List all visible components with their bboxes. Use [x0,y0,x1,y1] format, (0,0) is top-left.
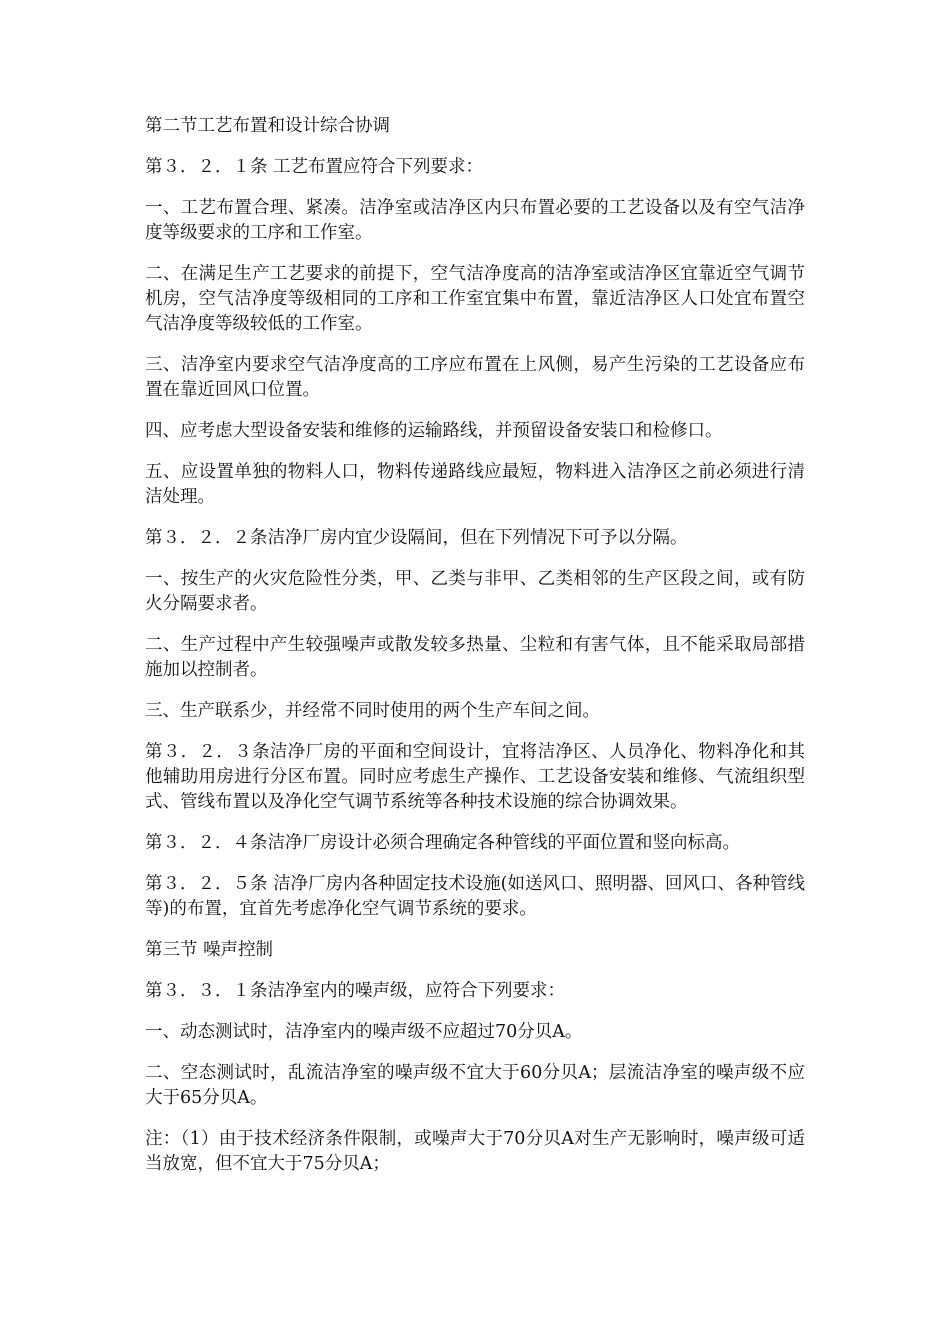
list-item-1: 一、工艺布置合理、紧凑。洁净室或洁净区内只布置必要的工艺设备以及有空气洁净度等级要求的工序和工作室。 [145,198,805,243]
document-body [145,114,805,1193]
list-item-1: 一、动态测试时，洁净室内的噪声级不应超过70分贝A。 [145,1022,583,1042]
article-3-2-4: 第３．２．４条洁净厂房设计必须合理确定各种管线的平面位置和竖向标高。 [145,833,740,853]
list-item-2: 二、在满足生产工艺要求的前提下，空气洁净度高的洁净室或洁净区宜靠近空气调节机房，空气洁净度等级相同的工序和工作室宜集中布置，靠近洁净区人口处宜布置空气洁净度等级较低的工作室。 [145,264,805,334]
list-item-4: 四、应考虑大型设备安装和维修的运输路线，并预留设备安装口和检修口。 [145,421,723,441]
list-item-3: 三、洁净室内要求空气洁净度高的工序应布置在上风侧，易产生污染的工艺设备应布置在靠近回风口位置。 [145,355,805,400]
note-paragraph: 注：（1）由于技术经济条件限制，或噪声大于70分贝A对生产无影响时，噪声级可适当放宽，但不宜大于75分贝A； [145,1129,805,1174]
section-heading-2: 第二节工艺布置和设计综合协调 [145,116,390,136]
list-item-5: 五、应设置单独的物料人口，物料传递路线应最短，物料进入洁净区之前必须进行清洁处理。 [145,462,805,507]
article-3-2-3: 第３．２．３条洁净厂房的平面和空间设计，宜将洁净区、人员净化、物料净化和其他辅助用房进行分区布置。同时应考虑生产操作、工艺设备安装和维修、气流组织型式、管线布置以及净化空气调节系统等各种技术设施的综合协调效果。 [145,742,805,812]
article-3-2-2: 第３．２．２条洁净厂房内宜少设隔间，但在下列情况下可予以分隔。 [145,528,688,548]
list-item-3: 三、生产联系少，并经常不同时使用的两个生产车间之间。 [145,701,600,721]
article-3-2-1: 第３．２．１条 工艺布置应符合下列要求： [145,157,484,177]
article-3-2-5: 第３．２．５条 洁净厂房内各种固定技术设施(如送风口、照明器、回风口、各种管线等)的布置，宜首先考虑净化空气调节系统的要求。 [145,874,805,919]
list-item-1: 一、按生产的火灾危险性分类，甲、乙类与非甲、乙类相邻的生产区段之间，或有防火分隔要求者。 [145,569,805,614]
article-3-3-1: 第３．３．１条洁净室内的噪声级，应符合下列要求： [145,981,565,1001]
list-item-2: 二、空态测试时，乱流洁净室的噪声级不宜大于60分贝A；层流洁净室的噪声级不应大于65分贝A。 [145,1063,805,1108]
list-item-2: 二、生产过程中产生较强噪声或散发较多热量、尘粒和有害气体，且不能采取局部措施加以控制者。 [145,635,805,680]
section-heading-3: 第三节 噪声控制 [145,940,274,960]
